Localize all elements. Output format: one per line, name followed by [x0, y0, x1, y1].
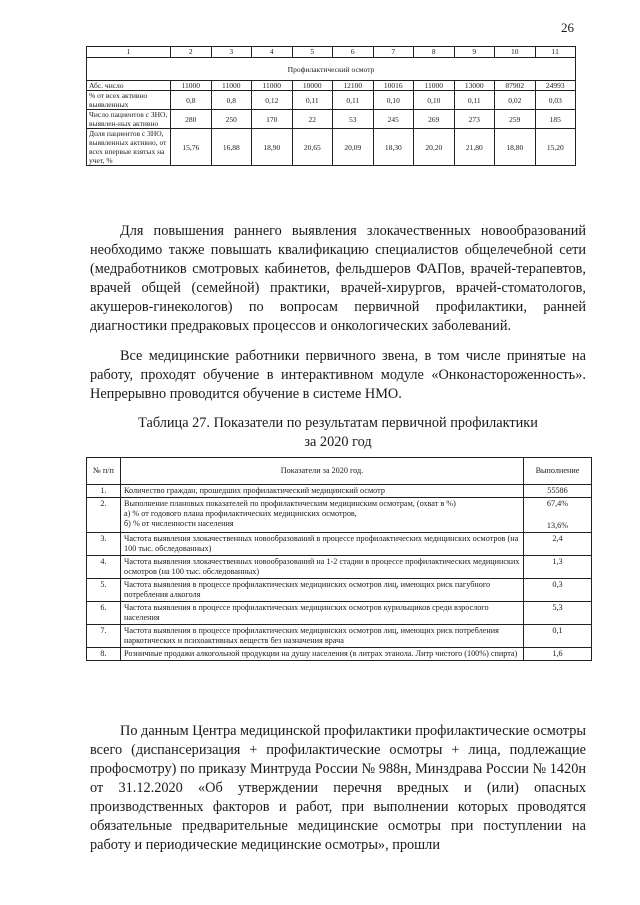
cell-value: 0,11 — [333, 91, 374, 110]
prevention-indicators-table — [86, 457, 592, 661]
table-row — [87, 602, 592, 625]
column-index: 11 — [535, 47, 576, 58]
row-label: Число пациентов с ЗНО, выявлен-ных активно — [87, 110, 171, 129]
cell-value: 20,09 — [333, 129, 374, 166]
row-value-group — [524, 498, 592, 533]
table-row — [87, 81, 576, 91]
cell-value: 11000 — [211, 81, 252, 91]
table-row — [87, 485, 592, 498]
cell-value: 0,03 — [535, 91, 576, 110]
cell-value: 259 — [495, 110, 536, 129]
cell-value: 273 — [454, 110, 495, 129]
cell-value: 18,90 — [252, 129, 293, 166]
row-text: Частота выявления в процессе профилактических медицинских осмотров лиц, имеющих риск пагубного потребления алкоголя — [121, 579, 524, 602]
cell-value: 22 — [292, 110, 333, 129]
row-text: Частота выявления в процессе профилактических медицинских осмотров лиц, имеющих риск потребления наркотических и психоактивных веществ без назначения врача — [121, 625, 524, 648]
cell-value: 15,20 — [535, 129, 576, 166]
cell-value: 11000 — [171, 81, 212, 91]
paragraph-qualification: Для повышения раннего выявления злокачественных новообразований необходимо также повышать квалификацию специалистов общелечебной сети (медработников смотровых кабинетов, фельдшеров ФАПов, врачей-терапевтов, врачей общей (семейной) практики, врачей-хирургов, врачей-стоматологов, акушеров-гинекологов) по вопросам первичной профилактики, ранней диагностики предраковых процессов и онкологических заболеваний. — [90, 223, 586, 334]
cell-value: 12100 — [333, 81, 374, 91]
column-index: 3 — [211, 47, 252, 58]
column-index: 1 — [87, 47, 171, 58]
column-index: 7 — [373, 47, 414, 58]
row-value: 55586 — [524, 485, 592, 498]
row-number: 1. — [87, 485, 121, 498]
row-number: 7. — [87, 625, 121, 648]
column-index: 8 — [414, 47, 455, 58]
cell-value: 185 — [535, 110, 576, 129]
cell-value: 269 — [414, 110, 455, 129]
cell-value: 0,11 — [454, 91, 495, 110]
row-text: Количество граждан, прошедших профилактический медицинский осмотр — [121, 485, 524, 498]
column-index: 4 — [252, 47, 293, 58]
row-number: 5. — [87, 579, 121, 602]
column-index: 10 — [495, 47, 536, 58]
cell-value: 18,80 — [495, 129, 536, 166]
section-title: Профилактический осмотр — [87, 58, 576, 81]
row-number: 6. — [87, 602, 121, 625]
row-text: Выполнение плановых показателей по профилактическим медицинским осмотрам, (охват в %) — [124, 499, 456, 508]
row-value-b: 13,6% — [546, 521, 569, 530]
header-result: Выполнение — [524, 458, 592, 485]
cell-value: 11000 — [252, 81, 293, 91]
table-caption-line1: Таблица 27. Показатели по результатам первичной профилактики — [138, 415, 538, 431]
cell-value: 87902 — [495, 81, 536, 91]
row-value: 0,3 — [524, 579, 592, 602]
table-row — [87, 648, 592, 661]
table-row — [87, 110, 576, 129]
table-row — [87, 533, 592, 556]
cell-value: 280 — [171, 110, 212, 129]
row-number: 2. — [87, 498, 121, 533]
cell-value: 0,10 — [373, 91, 414, 110]
column-index: 9 — [454, 47, 495, 58]
column-index: 5 — [292, 47, 333, 58]
table-row — [87, 579, 592, 602]
cell-value: 0,02 — [495, 91, 536, 110]
row-value: 67,4% — [546, 499, 569, 508]
row-number: 4. — [87, 556, 121, 579]
cell-value: 0,11 — [292, 91, 333, 110]
row-value: 2,4 — [524, 533, 592, 556]
cell-value: 0,8 — [171, 91, 212, 110]
paragraph-prevention-center: По данным Центра медицинской профилактики профилактические осмотры всего (диспансеризация + профилактические осмотры + лица, подлежащие профосмотру) по приказу Минтруда России № 988н, Минздрава России № 1420н от 31.12.2020 «Об утверждении перечня вредных и (или) опасных производственных факторов и работ, при выполнении которых проводятся обязательные предварительные медицинские осмотры при поступлении на работу и периодические медицинские осмотры», прошли — [90, 723, 586, 853]
cell-value: 11000 — [414, 81, 455, 91]
cell-value: 20,65 — [292, 129, 333, 166]
table-row — [87, 625, 592, 648]
cell-value: 24993 — [535, 81, 576, 91]
row-label: Абс. число — [87, 81, 171, 91]
row-subtext-b: б) % от численности населения — [124, 519, 234, 528]
cell-value: 21,80 — [454, 129, 495, 166]
row-text: Частота выявления злокачественных новообразований в процессе профилактических медицинских осмотров (на 100 тыс. обследованных) — [121, 533, 524, 556]
table-row — [87, 556, 592, 579]
row-value: 1,6 — [524, 648, 592, 661]
table-row — [87, 129, 576, 166]
table-caption-line2: за 2020 год — [304, 434, 372, 450]
cell-value: 18,30 — [373, 129, 414, 166]
cell-value: 20,20 — [414, 129, 455, 166]
cell-value: 13000 — [454, 81, 495, 91]
column-index-row — [87, 47, 576, 58]
cell-value: 10016 — [373, 81, 414, 91]
row-number: 8. — [87, 648, 121, 661]
table-row — [87, 498, 592, 533]
cell-value: 16,88 — [211, 129, 252, 166]
header-number: № п/п — [87, 458, 121, 485]
cell-value: 245 — [373, 110, 414, 129]
cell-value: 15,76 — [171, 129, 212, 166]
header-indicator: Показатели за 2020 год. — [121, 458, 524, 485]
row-value: 1,3 — [524, 556, 592, 579]
cell-value: 0,8 — [211, 91, 252, 110]
table-row — [87, 91, 576, 110]
row-label: Доля пациентов с ЗНО, выявленных активно, от всех впервые взятых на учет, % — [87, 129, 171, 166]
section-row — [87, 58, 576, 81]
row-text-group — [121, 498, 524, 533]
row-number: 3. — [87, 533, 121, 556]
cell-value: 10000 — [292, 81, 333, 91]
row-value: 5,3 — [524, 602, 592, 625]
cell-value: 0,12 — [252, 91, 293, 110]
row-text: Розничные продажи алкогольной продукции на душу населения (в литрах этанола. Литр чистого (100%) спирта) — [121, 648, 524, 661]
row-text: Частота выявления в процессе профилактических медицинских осмотров курильщиков среди взрослого населения — [121, 602, 524, 625]
screening-table-continued — [86, 46, 576, 166]
cell-value: 53 — [333, 110, 374, 129]
cell-value: 0,10 — [414, 91, 455, 110]
column-index: 2 — [171, 47, 212, 58]
table-header-row — [87, 458, 592, 485]
row-value: 0,1 — [524, 625, 592, 648]
cell-value: 170 — [252, 110, 293, 129]
paragraph-training: Все медицинские работники первичного звена, в том числе принятые на работу, проходят обучение в интерактивном модуле «Онконастороженность». Непрерывно проводится обучение в системе НМО. — [90, 348, 586, 402]
row-text: Частота выявления злокачественных новообразований на 1-2 стадии в процессе профилактических медицинских осмотров (на 100 тыс. обследованных) — [121, 556, 524, 579]
column-index: 6 — [333, 47, 374, 58]
cell-value: 250 — [211, 110, 252, 129]
row-label: % от всех активно выявленных — [87, 91, 171, 110]
row-subtext-a: а) % от годового плана профилактических медицинских осмотров, — [124, 509, 357, 518]
page-number: 26 — [561, 20, 574, 35]
